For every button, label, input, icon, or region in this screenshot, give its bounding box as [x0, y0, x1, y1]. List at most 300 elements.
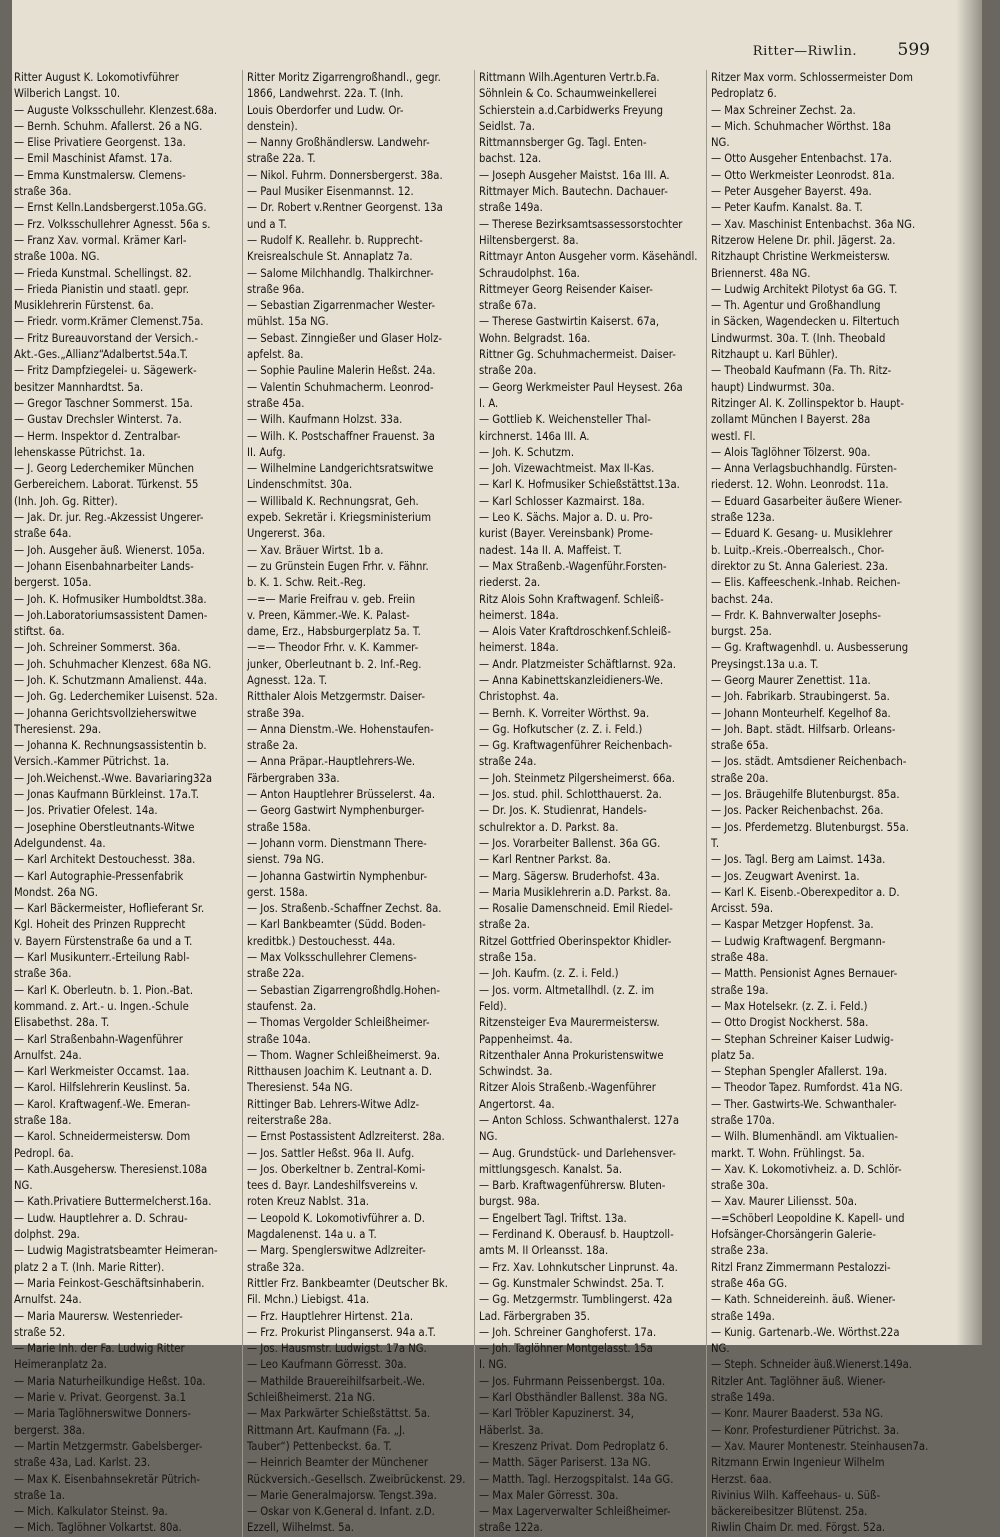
directory-line: westl. Fl.	[711, 429, 756, 443]
directory-line: — Leopold K. Lokomotivführer a. D.	[247, 1211, 425, 1225]
directory-line: — Jos. Straßenb.-Schaffner Zechst. 8a.	[247, 902, 442, 916]
directory-line: nadest. 14a II. A. Maffeist. T.	[479, 543, 622, 557]
directory-line: Schwindst. 3a.	[479, 1065, 553, 1079]
page-edge-shadow	[956, 0, 982, 1345]
directory-line: roten Kreuz Nablst. 31a.	[247, 1195, 369, 1209]
directory-line: — Xav. Maurer Liliensst. 50a.	[711, 1195, 858, 1209]
directory-line: Ritzer Alois Straßenb.-Wagenführer	[479, 1081, 656, 1095]
directory-line: — Anna Dienstm.-We. Hohenstaufen-	[247, 722, 434, 736]
directory-line: — Wilhelmine Landgerichtsratswitwe	[247, 462, 434, 476]
directory-line: — Kath.Ausgehersw. Theresienst.108a	[14, 1162, 208, 1176]
directory-line: — Emil Maschinist Afamst. 17a.	[14, 152, 173, 166]
directory-line: Theresienst. 54a NG.	[247, 1081, 353, 1095]
directory-line: — Ludwig Kraftwagenf. Bergmann-	[711, 934, 886, 948]
directory-line: straße 100a. NG.	[14, 250, 100, 264]
directory-line: — Xav. K. Lokomotivheiz. a. D. Schlör-	[711, 1162, 902, 1176]
directory-line: — Joh. Kaufm. (z. Z. i. Feld.)	[479, 967, 619, 981]
directory-line: — Ernst Kelln.Landsbergerst.105a.GG.	[14, 201, 207, 215]
directory-line: bachst. 12a.	[479, 152, 542, 166]
directory-line: straße 24a.	[479, 755, 537, 769]
directory-line: — Joh. Taglöhner Montgelasst. 15a	[479, 1342, 653, 1356]
directory-line: straße 122a.	[479, 1521, 543, 1535]
directory-line: — Wilh. Kaufmann Holzst. 33a.	[247, 413, 403, 427]
directory-line: — Peter Kaufm. Kanalst. 8a. T.	[711, 201, 863, 215]
directory-line: — Joh. Schreiner Sommerst. 36a.	[14, 641, 181, 655]
directory-line: platz 2 a T. (Inh. Marie Ritter).	[14, 1260, 165, 1274]
directory-line: — Joh. Bapt. städt. Hilfsarb. Orleans-	[711, 722, 896, 736]
directory-line: — Therese Bezirksamtsassessorstochter	[479, 217, 683, 231]
directory-line: — Max Lagerverwalter Schleißheimer-	[479, 1505, 671, 1519]
directory-line: — Jak. Dr. jur. Reg.-Akzessist Ungerer-	[14, 511, 204, 525]
directory-line: und a T.	[247, 217, 287, 231]
directory-line: Gerbereichem. Laborat. Türkenst. 55	[14, 478, 199, 492]
directory-line: 1866, Landwehrst. 22a. T. (Inh.	[247, 87, 404, 101]
directory-line: burgst. 98a.	[479, 1195, 540, 1209]
directory-line: — Karl Schlosser Kazmairst. 18a.	[479, 494, 645, 508]
directory-line: straße 15a.	[479, 951, 537, 965]
directory-line: — Max Volksschullehrer Clemens-	[247, 951, 417, 965]
directory-line: straße 65a.	[711, 739, 769, 753]
directory-line: — Emma Kunstmalersw. Clemens-	[14, 168, 186, 182]
directory-line: Ritzenthaler Anna Prokuristenswitwe	[479, 1048, 664, 1062]
directory-line: dolphst. 29a.	[14, 1228, 80, 1242]
directory-line: — Theodor Tapez. Rumfordst. 41a NG.	[711, 1081, 903, 1095]
directory-line: — J. Georg Lederchemiker München	[14, 462, 194, 476]
directory-line: straße 52.	[14, 1325, 66, 1339]
directory-line: straße 149a.	[711, 1391, 775, 1405]
directory-line: Ritzhaupt u. Karl Bühler).	[711, 348, 838, 362]
directory-line: junker, Oberleutnant b. 2. Inf.-Reg.	[247, 657, 422, 671]
directory-line: — Frieda Kunstmal. Schellingst. 82.	[14, 266, 192, 280]
directory-line: — Ther. Gastwirts-We. Schwanthaler-	[711, 1097, 897, 1111]
directory-line: Arnulfst. 24a.	[14, 1048, 82, 1062]
directory-line: —=— Theodor Frhr. v. K. Kammer-	[247, 641, 419, 655]
directory-line: — Alois Taglöhner Tölzerst. 90a.	[711, 445, 871, 459]
directory-line: — Martin Metzgermstr. Gabelsberger-	[14, 1439, 203, 1453]
directory-line: Rittmann Art. Kaufmann (Fa. „J.	[247, 1423, 406, 1437]
directory-line: kirchnerst. 146a III. A.	[479, 429, 590, 443]
directory-line: markt. T. Wohn. Frühlingst. 5a.	[711, 1146, 865, 1160]
directory-line: straße 36a.	[14, 967, 72, 981]
directory-line: — Max Parkwärter Schießstättst. 5a.	[247, 1407, 431, 1421]
directory-line: — Peter Ausgeher Bayerst. 49a.	[711, 185, 872, 199]
directory-line: b. Luitp.-Kreis.-Oberrealsch., Chor-	[711, 543, 885, 557]
directory-line: Rittler Frz. Bankbeamter (Deutscher Bk.	[247, 1276, 448, 1290]
column-2	[242, 70, 472, 1537]
directory-line: Ungererst. 36a.	[247, 527, 326, 541]
directory-line: bergerst. 38a.	[14, 1423, 85, 1437]
directory-line: Agnesst. 12a. T.	[247, 673, 328, 687]
directory-line: Briennerst. 48a NG.	[711, 266, 811, 280]
directory-line: — Karl K. Oberleutn. b. 1. Pion.-Bat.	[14, 983, 194, 997]
directory-line: — Anna Kabinettskanzleidieners-We.	[479, 673, 664, 687]
directory-line: — Joh. Steinmetz Pilgersheimerst. 66a.	[479, 771, 675, 785]
directory-line: — Karl Autographie-Pressenfabrik	[14, 869, 184, 883]
directory-line: — Marie Inh. der Fa. Ludwig Ritter	[14, 1342, 185, 1356]
directory-line: stiftst. 6a.	[14, 625, 65, 639]
directory-line: Rittinger Bab. Lehrers-Witwe Adlz-	[247, 1097, 420, 1111]
directory-line: staufenst. 2a.	[247, 999, 317, 1013]
directory-line: NG.	[14, 1179, 33, 1193]
directory-line: — Joh. Ausgeher äuß. Wienerst. 105a.	[14, 543, 205, 557]
directory-line: — Gg. Kunstmaler Schwindst. 25a. T.	[479, 1276, 665, 1290]
directory-line: straße 30a.	[711, 1179, 769, 1193]
directory-line: — Max Schreiner Zechst. 2a.	[711, 103, 856, 117]
directory-line: T.	[711, 836, 720, 850]
directory-line: — Engelbert Tagl. Triftst. 13a.	[479, 1211, 627, 1225]
directory-line: — Fritz Dampfziegelei- u. Sägewerk-	[14, 364, 197, 378]
directory-line: — Kath. Schneidereinh. äuß. Wiener-	[711, 1293, 896, 1307]
directory-line: direktor zu St. Anna Galeriest. 23a.	[711, 559, 888, 573]
directory-line: Rittmann Wilh.Agenturen Vertr.b.Fa.	[479, 71, 660, 84]
directory-line: Seidlst. 7a.	[479, 119, 535, 133]
directory-line: zollamt München I Bayerst. 28a	[711, 413, 871, 427]
directory-line: — Georg Gastwirt Nymphenburger-	[247, 804, 425, 818]
directory-line: — Konr. Maurer Baaderst. 53a NG.	[711, 1407, 884, 1421]
directory-line: Lindenschmitst. 30a.	[247, 478, 353, 492]
directory-line: Theresienst. 29a.	[14, 722, 102, 736]
directory-line: straße 104a.	[247, 1032, 311, 1046]
directory-line: straße 149a.	[479, 201, 543, 215]
directory-line: — Johann Eisenbahnarbeiter Lands-	[14, 559, 194, 573]
directory-line: straße 19a.	[711, 983, 769, 997]
directory-line: — Ernst Postassistent Adlzreiterst. 28a.	[247, 1130, 445, 1144]
directory-line: Heimeranplatz 2a.	[14, 1358, 107, 1372]
directory-line: Arnulfst. 24a.	[14, 1293, 82, 1307]
directory-line: — Jos. Oberkeltner b. Zentral-Komi-	[247, 1162, 426, 1176]
directory-line: — Frz. Volksschullehrer Agnesst. 56a s.	[14, 217, 211, 231]
directory-line: —=Schöberl Leopoldine K. Kapell- und	[711, 1211, 905, 1225]
directory-line: burgst. 25a.	[711, 625, 772, 639]
directory-line: — Maria Musiklehrerin a.D. Parkst. 8a.	[479, 885, 671, 899]
directory-line: straße 22a.	[247, 967, 305, 981]
directory-line: Arcisst. 59a.	[711, 902, 774, 916]
directory-line: — Karl K. Eisenb.-Oberexpeditor a. D.	[711, 885, 900, 899]
directory-line: Elisabethst. 28a. T.	[14, 1016, 110, 1030]
directory-line: straße 22a. T.	[247, 152, 316, 166]
directory-line: — Maria Naturheilkundige Heßst. 10a.	[14, 1374, 206, 1388]
column-3	[474, 70, 704, 1537]
directory-line: Rivinius Wilh. Kaffeehaus- u. Süß-	[711, 1488, 881, 1502]
directory-line: — Gg. Kraftwagenführer Reichenbach-	[479, 739, 673, 753]
directory-line: straße 46a GG.	[711, 1276, 788, 1290]
directory-line: — Ludwig Architekt Pilotyst 6a GG. T.	[711, 282, 898, 296]
directory-line: lehenskasse Pütrichst. 1a.	[14, 445, 146, 459]
directory-line: Adelgundenst. 4a.	[14, 836, 106, 850]
directory-line: — Matth. Pensionist Agnes Bernauer-	[711, 967, 898, 981]
directory-line: II. Aufg.	[247, 445, 286, 459]
directory-line: — Jos. vorm. Altmetallhdl. (z. Z. im	[479, 983, 655, 997]
directory-line: — Frz. Xav. Lohnkutscher Linprunst. 4a.	[479, 1260, 678, 1274]
directory-line: Ritz Alois Sohn Kraftwagenf. Schleiß-	[479, 592, 664, 606]
directory-line: — Jos. Pferdemetzg. Blutenburgst. 55a.	[711, 820, 909, 834]
directory-line: Ritter Moritz Zigarrengroßhandl., gegr.	[247, 71, 441, 84]
directory-line: in Säcken, Wagendecken u. Filtertuch	[711, 315, 900, 329]
directory-line: straße 39a.	[247, 706, 305, 720]
directory-line: Ritzerow Helene Dr. phil. Jägerst. 2a.	[711, 233, 896, 247]
directory-line: — Karl Tröbler Kapuzinerst. 34,	[479, 1407, 634, 1421]
directory-line: — Gg. Metzgermstr. Tumblingerst. 42a	[479, 1293, 673, 1307]
directory-line: v. Preen, Kämmer.-We. K. Palast-	[247, 608, 410, 622]
directory-line: — Frieda Pianistin und staatl. gepr.	[14, 282, 189, 296]
directory-line: — Maria Taglöhnerswitwe Donners-	[14, 1407, 192, 1421]
directory-line: — Joh. Fabrikarb. Straubingerst. 5a.	[711, 690, 890, 704]
directory-line: — Otto Werkmeister Leonrodst. 81a.	[711, 168, 895, 182]
directory-line: straße 23a.	[711, 1244, 769, 1258]
directory-line: Pedropl. 6a.	[14, 1146, 74, 1160]
directory-line: — Aug. Grundstück- und Darlehensver-	[479, 1146, 676, 1160]
directory-line: Christophst. 4a.	[479, 690, 559, 704]
directory-line: — Rudolf K. Reallehr. b. Rupprecht-	[247, 233, 423, 247]
directory-line: — Max Maler Görresst. 30a.	[479, 1488, 619, 1502]
directory-line: — Jos. Privatier Ofelest. 14a.	[14, 804, 158, 818]
directory-line: amts M. II Orleansst. 18a.	[479, 1244, 609, 1258]
directory-line: — Johann Monteurhelf. Kegelhof 8a.	[711, 706, 891, 720]
directory-line: Musiklehrerin Fürstenst. 6a.	[14, 299, 154, 313]
directory-line: straße 158a.	[247, 820, 311, 834]
directory-line: Rittmeyer Georg Reisender Kaiser-	[479, 282, 653, 296]
directory-line: — Karl Bankbeamter (Südd. Boden-	[247, 918, 426, 932]
directory-line: haupt) Lindwurmst. 30a.	[711, 380, 835, 394]
directory-line: — Joh. Schreiner Ganghoferst. 17a.	[479, 1325, 657, 1339]
directory-line: straße 67a.	[479, 299, 537, 313]
directory-line: straße 48a.	[711, 951, 769, 965]
directory-line: Ritzmann Erwin Ingenieur Wilhelm	[711, 1456, 885, 1470]
directory-line: straße 170a.	[711, 1114, 775, 1127]
directory-line: — Joh. Vizewachtmeist. Max II-Kas.	[479, 462, 655, 476]
directory-line: — Marie v. Privat. Georgenst. 3a.1	[14, 1391, 186, 1405]
directory-line: — Joh. K. Schutzmann Amalienst. 44a.	[14, 673, 207, 687]
directory-line: — Theobald Kaufmann (Fa. Th. Ritz-	[711, 364, 892, 378]
directory-line: NG.	[711, 1342, 730, 1356]
directory-line: — Elise Privatiere Georgenst. 13a.	[14, 136, 186, 150]
directory-line: Schleißheimerst. 21a NG.	[247, 1391, 376, 1405]
directory-line: — Johanna Gastwirtin Nymphenbur-	[247, 869, 428, 883]
directory-line: — Th. Agentur und Großhandlung	[711, 299, 881, 313]
directory-line: Fil. Mchn.) Liebigst. 41a.	[247, 1293, 370, 1307]
directory-line: — Rosalie Damenschneid. Emil Riedel-	[479, 902, 673, 916]
directory-line: — Karl Straßenbahn-Wagenführer	[14, 1032, 183, 1046]
directory-line: — Johanna K. Rechnungsassistentin b.	[14, 739, 207, 753]
directory-line: — Bernh. Schuhm. Afallerst. 26 a NG.	[14, 119, 203, 133]
directory-line: — Stephan Spengler Afallerst. 19a.	[711, 1065, 888, 1079]
directory-line: — Jos. Hausmstr. Ludwigst. 17a NG.	[247, 1342, 427, 1356]
directory-line: — Marg. Spenglerswitwe Adlzreiter-	[247, 1244, 426, 1258]
directory-line: — Sophie Pauline Malerin Heßst. 24a.	[247, 364, 436, 378]
directory-line: I. NG.	[479, 1358, 507, 1372]
directory-line: — Anton Hauptlehrer Brüsselerst. 4a.	[247, 788, 436, 802]
directory-line: bachst. 24a.	[711, 592, 774, 606]
directory-line: Angertorst. 4a.	[479, 1097, 555, 1111]
directory-line: dame, Erz., Habsburgerplatz 5a. T.	[247, 625, 421, 639]
directory-line: — Otto Drogist Nockherst. 58a.	[711, 1016, 869, 1030]
directory-line: straße 64a.	[14, 527, 72, 541]
directory-line: — Gg. Hofkutscher (z. Z. i. Feld.)	[479, 722, 643, 736]
directory-line: v. Bayern Fürstenstraße 6a und a T.	[14, 934, 193, 948]
directory-line: — Thom. Wagner Schleißheimerst. 9a.	[247, 1048, 441, 1062]
directory-line: straße 36a.	[14, 185, 72, 199]
directory-line: Feld).	[479, 999, 507, 1013]
directory-line: — Frz. Prokurist Plinganserst. 94a a.T.	[247, 1325, 436, 1339]
directory-line: straße 123a.	[711, 511, 775, 525]
directory-line: gerst. 158a.	[247, 885, 308, 899]
directory-line: (Inh. Joh. Gg. Ritter).	[14, 494, 118, 508]
directory-line: Riwlin Chaim Dr. med. Förgst. 52a.	[711, 1521, 886, 1535]
directory-line: schulrektor a. D. Parkst. 8a.	[479, 820, 619, 834]
directory-line: besitzer Mannhardtst. 5a.	[14, 380, 144, 394]
directory-line: Ritzler Ant. Taglöhner äuß. Wiener-	[711, 1374, 886, 1388]
directory-line: heimerst. 184a.	[479, 641, 559, 655]
directory-line: — Kunig. Gartenarb.-We. Wörthst.22a	[711, 1325, 900, 1339]
directory-line: — Joh.Weichenst.-Wwe. Bavariaring32a	[14, 771, 213, 785]
directory-line: expeb. Sekretär i. Kriegsministerium	[247, 511, 432, 525]
directory-line: — Valentin Schuhmacherm. Leonrod-	[247, 380, 434, 394]
directory-line: apfelst. 8a.	[247, 348, 304, 362]
directory-line: — Joh. Schuhmacher Klenzest. 68a NG.	[14, 657, 212, 671]
directory-line: heimerst. 184a.	[479, 608, 559, 622]
directory-line: — Matth. Tagl. Herzogspitalst. 14a GG.	[479, 1472, 674, 1486]
directory-line: — Steph. Schneider äuß.Wienerst.149a.	[711, 1358, 912, 1372]
directory-line: — Marg. Sägersw. Bruderhofst. 43a.	[479, 869, 660, 883]
directory-line: — Thomas Vergolder Schleißheimer-	[247, 1016, 430, 1030]
directory-line: — zu Grünstein Eugen Frhr. v. Fähnr.	[247, 559, 429, 573]
directory-line: — Karol. Schneidermeistersw. Dom	[14, 1130, 191, 1144]
directory-line: — Joh. K. Schutzm.	[479, 445, 575, 459]
directory-line: Häberlst. 3a.	[479, 1423, 544, 1437]
directory-line: — Jos. Bräugehilfe Blutenburgst. 85a.	[711, 788, 900, 802]
directory-line: straße 18a.	[14, 1114, 72, 1127]
directory-line: — Georg Maurer Zenettist. 11a.	[711, 673, 871, 687]
directory-line: — Karl Bäckermeister, Hoflieferant Sr.	[14, 902, 205, 916]
directory-line: — Ludwig Magistratsbeamter Heimeran-	[14, 1244, 218, 1258]
directory-line: Hofsänger-Chorsängerin Galerie-	[711, 1228, 877, 1242]
directory-line: — Mich. Kalkulator Steinst. 9a.	[14, 1505, 168, 1519]
directory-line: Ritthaler Alois Metzgermstr. Daiser-	[247, 690, 425, 704]
directory-line: bäckereibesitzer Blütenst. 25a.	[711, 1505, 868, 1519]
directory-line: — Heinrich Beamter der Münchener	[247, 1456, 428, 1470]
directory-line: Schraudolphst. 16a.	[479, 266, 580, 280]
directory-line: Rückversich.-Gesellsch. Zweibrückenst. 29.	[247, 1472, 466, 1486]
directory-line: straße 20a.	[479, 364, 537, 378]
directory-line: — Leo K. Sächs. Major a. D. u. Pro-	[479, 511, 653, 525]
directory-line: — Frdr. K. Bahnverwalter Josephs-	[711, 608, 882, 622]
directory-line: straße 96a.	[247, 282, 305, 296]
directory-line: — Karol. Hilfslehrerin Keuslinst. 5a.	[14, 1081, 191, 1095]
directory-columns	[10, 70, 950, 1537]
directory-line: — Eduard Gasarbeiter äußere Wiener-	[711, 494, 903, 508]
directory-line: — Johanna Gerichtsvollzieherswitwe	[14, 706, 197, 720]
directory-line: b. K. 1. Schw. Reit.-Reg.	[247, 576, 366, 590]
directory-line: NG.	[479, 1130, 498, 1144]
directory-line: — Maria Maurersw. Westenrieder-	[14, 1309, 183, 1323]
directory-line: Kgl. Hoheit des Prinzen Rupprecht	[14, 918, 186, 932]
directory-line: — Konr. Profesturdiener Pütrichst. 3a.	[711, 1423, 900, 1437]
directory-line: — Jos. Zeugwart Avenirst. 1a.	[711, 869, 860, 883]
directory-line: — Karl Musikunterr.-Erteilung Rabl-	[14, 951, 190, 965]
directory-line: — Andr. Platzmeister Schäftlarnst. 92a.	[479, 657, 676, 671]
directory-line: Pappenheimst. 4a.	[479, 1032, 573, 1046]
directory-line: Versich.-Kammer Pütrichst. 1a.	[14, 755, 170, 769]
directory-line: bergerst. 105a.	[14, 576, 92, 590]
directory-line: Wohn. Belgradst. 16a.	[479, 331, 591, 345]
directory-line: Wilberich Langst. 10.	[14, 87, 121, 101]
directory-line: — Mich. Taglöhner Volkartst. 80a.	[14, 1521, 182, 1535]
directory-line: Kreisrealschule St. Annaplatz 7a.	[247, 250, 413, 264]
directory-line: Louis Oberdorfer und Ludw. Or-	[247, 103, 404, 117]
directory-line: Ritthausen Joachim K. Leutnant a. D.	[247, 1065, 433, 1079]
directory-line: — Jos. Sattler Heßst. 96a II. Aufg.	[247, 1146, 415, 1160]
directory-line: Ritzer Max vorm. Schlossermeister Dom	[711, 71, 913, 84]
directory-line: — Anna Verlagsbuchhandlg. Fürsten-	[711, 462, 897, 476]
directory-line: kreditbk.) Destouchesst. 44a.	[247, 934, 396, 948]
directory-line: — Karl Werkmeister Occamst. 1aa.	[14, 1065, 190, 1079]
directory-line: — Matth. Säger Pariserst. 13a NG.	[479, 1456, 651, 1470]
directory-line: straße 20a.	[711, 771, 769, 785]
directory-line: Hiltensbergerst. 8a.	[479, 233, 579, 247]
directory-line: Färbergraben 33a.	[247, 771, 340, 785]
directory-line: straße 2a.	[479, 918, 530, 932]
directory-line: — Mich. Schuhmacher Wörthst. 18a	[711, 119, 891, 133]
directory-line: — Jos. Vorarbeiter Ballenst. 36a GG.	[479, 836, 661, 850]
directory-line: NG.	[711, 136, 730, 150]
directory-line: — Dr. Robert v.Rentner Georgenst. 13a	[247, 201, 443, 215]
directory-line: riederst. 2a.	[479, 576, 541, 590]
directory-line: Akt.-Ges.„Allianz“Adalbertst.54a.T.	[14, 348, 188, 362]
directory-line: — Otto Ausgeher Entenbachst. 17a.	[711, 152, 892, 166]
directory-line: Lad. Färbergraben 35.	[479, 1309, 590, 1323]
directory-line: kommand. z. Art.- u. Ingen.-Schule	[14, 999, 189, 1013]
directory-line: mühlst. 15a NG.	[247, 315, 329, 329]
directory-line: kurist (Bayer. Vereinsbank) Prome-	[479, 527, 653, 541]
running-head: Ritter—Riwlin.	[752, 44, 857, 59]
directory-line: Schierstein a.d.Carbidwerks Freyung	[479, 103, 664, 117]
directory-line: Tauber“) Pettenbeckst. 6a. T.	[247, 1439, 392, 1453]
directory-line: straße 43a, Lad. Karlst. 23.	[14, 1456, 151, 1470]
directory-page	[12, 0, 982, 1535]
directory-line: Herzst. 6aa.	[711, 1472, 772, 1486]
directory-line: — Frz. Hauptlehrer Hirtenst. 21a.	[247, 1309, 414, 1323]
directory-line: — Karl Rentner Parkst. 8a.	[479, 853, 611, 867]
directory-line: — Paul Musiker Eisenmannst. 12.	[247, 185, 414, 199]
directory-line: — Franz Xav. vormal. Krämer Karl-	[14, 233, 187, 247]
directory-line: — Bernh. K. Vorreiter Wörthst. 9a.	[479, 706, 650, 720]
directory-line: — Karl Architekt Destouchesst. 38a.	[14, 853, 196, 867]
directory-line: — Joh. K. Hofmusiker Humboldtst.38a.	[14, 592, 207, 606]
directory-line: — Max Straßenb.-Wagenführ.Forsten-	[479, 559, 667, 573]
directory-line: — Willibald K. Rechnungsrat, Geh.	[247, 494, 419, 508]
directory-line: Ritzinger Al. K. Zollinspektor b. Haupt-	[711, 396, 904, 410]
directory-line: — Karl Obsthändler Ballenst. 38a NG.	[479, 1391, 668, 1405]
directory-line: — Marie Generalmajorsw. Tengst.39a.	[247, 1488, 437, 1502]
directory-line: — Leo Kaufmann Görresst. 30a.	[247, 1358, 407, 1372]
directory-line: — Jos. Fuhrmann Peissenbergst. 10a.	[479, 1374, 666, 1388]
directory-line: straße 45a.	[247, 396, 305, 410]
directory-line: — Xav. Maurer Montenestr. Steinhausen7a.	[711, 1439, 929, 1453]
directory-line: Ritzel Gottfried Oberinspektor Khidler-	[479, 934, 672, 948]
directory-line: Pedroplatz 6.	[711, 87, 777, 101]
directory-line: straße 32a.	[247, 1260, 305, 1274]
directory-line: Rittmayr Anton Ausgeher vorm. Käsehändl.	[479, 250, 698, 264]
directory-line: — Ferdinand K. Oberausf. b. Hauptzoll-	[479, 1228, 674, 1242]
directory-line: — Therese Gastwirtin Kaiserst. 67a,	[479, 315, 660, 329]
directory-line: — Elis. Kaffeeschenk.-Inhab. Reichen-	[711, 576, 901, 590]
directory-line: straße 2a.	[247, 739, 298, 753]
directory-line: — Max K. Eisenbahnsekretär Pütrich-	[14, 1472, 201, 1486]
directory-line: — Joh. Gg. Lederchemiker Luisenst. 52a.	[14, 690, 218, 704]
directory-line: — Anna Präpar.-Hauptlehrers-We.	[247, 755, 416, 769]
directory-line: Magdalenenst. 14a u. a T.	[247, 1228, 377, 1242]
directory-line: — Eduard K. Gesang- u. Musiklehrer	[711, 527, 893, 541]
